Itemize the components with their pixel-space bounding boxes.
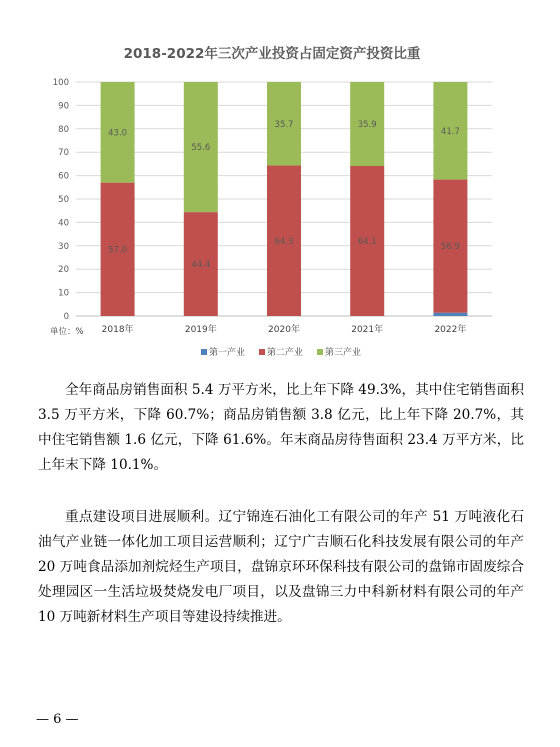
x-tick-label: 2021年	[351, 325, 384, 335]
y-tick-label: 70	[58, 148, 69, 159]
legend-swatch	[259, 349, 265, 355]
y-tick-label: 0	[63, 312, 69, 322]
y-tick-label: 50	[58, 195, 69, 205]
data-label: 56.9	[440, 242, 460, 253]
x-tick-label: 2020年	[268, 325, 300, 335]
y-tick-label: 30	[58, 241, 69, 252]
data-label: 44.4	[191, 260, 211, 271]
legend-label: 第三产业	[325, 348, 362, 358]
data-label: 55.6	[191, 143, 211, 154]
y-tick-label: 60	[58, 171, 69, 182]
page-number: — 6 —	[36, 712, 79, 727]
y-tick-label: 10	[58, 288, 69, 299]
legend-swatch	[201, 349, 207, 355]
data-label: 64.1	[357, 237, 377, 248]
y-tick-label: 100	[52, 78, 69, 88]
data-label: 57.0	[108, 245, 128, 256]
y-axis-ticks	[53, 78, 69, 322]
chart-title: 2018-2022年三次产业投资占固定资产投资比重	[123, 46, 421, 62]
y-tick-label: 90	[58, 101, 69, 112]
x-tick-label: 2022年	[434, 325, 467, 335]
data-label: 35.7	[274, 119, 294, 130]
y-axis-unit-label: 单位：%	[50, 327, 84, 337]
bar-segment	[433, 313, 467, 316]
data-label: 35.9	[357, 120, 377, 131]
investment-share-chart	[0, 0, 560, 370]
legend-label: 第一产业	[209, 348, 246, 358]
y-tick-label: 80	[58, 124, 69, 135]
legend-label: 第二产业	[267, 348, 304, 358]
x-tick-label: 2018年	[101, 325, 134, 335]
y-tick-label: 40	[58, 218, 69, 229]
data-label: 41.7	[440, 126, 460, 137]
x-axis-ticks	[102, 323, 467, 335]
y-tick-label: 20	[58, 265, 69, 276]
data-label: 64.3	[274, 236, 294, 247]
legend-swatch	[317, 349, 323, 355]
chart-legend	[201, 346, 361, 358]
paragraph-key-projects: 重点建设项目进展顺利。辽宁锦连石油化工有限公司的年产 51 万吨液化石油气产业链一体化加工项目运营顺利；辽宁广吉顺石化科技发展有限公司的年产 20 万吨食品添加剂烷烃生产项目，盘锦京环环保科技有限公司的盘锦市固废综合处理园区一生活垃圾焚烧发电厂项目，以及盘锦三力中科新材料有限公司的年产 10 万吨新材料生产项目等建设持续推进。	[38, 509, 524, 625]
paragraph-real-estate-sales: 全年商品房销售面积 5.4 万平方米，比上年下降 49.3%，其中住宅销售面积 3.5 万平方米，下降 60.7%；商品房销售额 3.8 亿元，比上年下降 20.7%，其中住宅销售额 1.6 亿元，下降 61.6%。年末商品房待售面积 23.4 万平方米，比上年末下降 10.1%。	[38, 382, 524, 473]
x-tick-label: 2019年	[184, 325, 217, 335]
data-label: 43.0	[108, 128, 128, 139]
